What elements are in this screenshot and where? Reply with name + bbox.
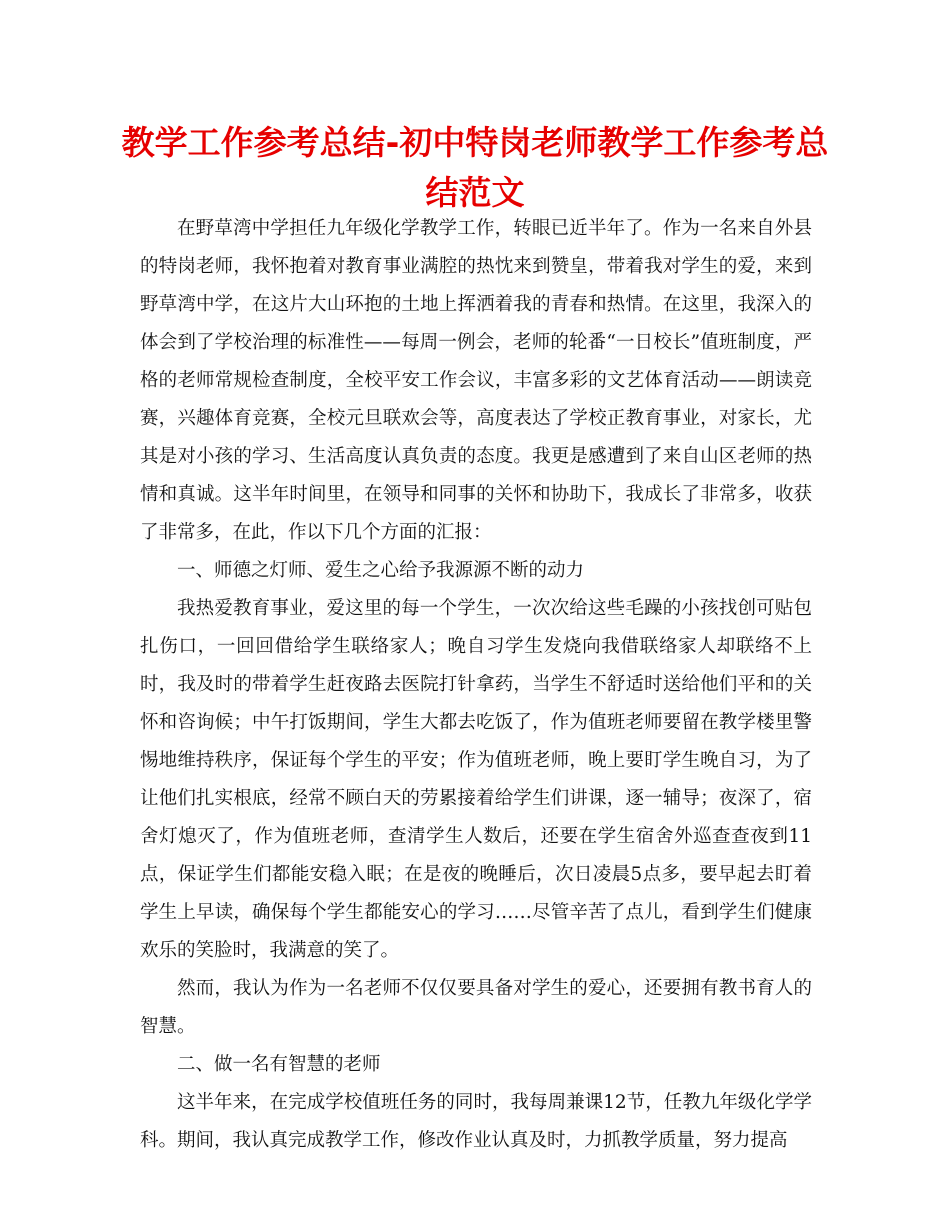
- section-heading-2: 二、做一名有智慧的老师: [177, 1054, 381, 1075]
- paragraph-intro: 在野草湾中学担任九年级化学教学工作，转眼已近半年了。作为一名来自外县的特岗老师，我怀抱着对教育事业满腔的热忱来到赞皇，带着我对学生的爱，来到野草湾中学，在这片大山环抱的土地上挥洒着我的青春和热情。在这里，我深入的体会到了学校治理的标准性——每周一例会，老师的轮番“一日校长”值班制度，严格的老师常规检查制度，全校平安工作会议，丰富多彩的文艺体育活动——朗读竞赛，兴趣体育竞赛，全校元旦联欢会等，高度表达了学校正教育事业，对家长，尤其是对小孩的学习、生活高度认真负责的态度。我更是感遭到了来自山区老师的热情和真诚。这半年时间里，在领导和同事的关怀和协助下，我成长了非常多，收获了非常多，在此，作以下几个方面的汇报：: [140, 218, 812, 543]
- paragraph-transition: 然而，我认为作为一名老师不仅仅要具备对学生的爱心，还要拥有教书育人的智慧。: [140, 978, 812, 1037]
- section-heading-1: 一、师德之灯师、爱生之心给予我源源不断的动力: [177, 560, 585, 581]
- paragraph-section-1: 我热爱教育事业，爱这里的每一个学生，一次次给这些毛躁的小孩找创可贴包扎伤口，一回回借给学生联络家人；晚自习学生发烧向我借联络家人却联络不上时，我及时的带着学生赶夜路去医院打针拿药，当学生不舒适时送给他们平和的关怀和咨询候；中午打饭期间，学生大都去吃饭了，作为值班老师要留在教学楼里警惕地维持秩序，保证每个学生的平安；作为值班老师，晚上要盯学生晚自习，为了让他们扎实根底，经常不顾白天的劳累接着给学生们讲课，逐一辅导；夜深了，宿舍灯熄灭了，作为值班老师，查清学生人数后，还要在学生宿舍外巡查查夜到11点，保证学生们都能安稳入眠；在是夜的晚睡后，次日凌晨5点多，要早起去盯着学生上早读，确保每个学生都能安心的学习……尽管辛苦了点儿，看到学生们健康欢乐的笑脸时，我满意的笑了。: [140, 598, 812, 961]
- document-title: 教学工作参考总结-初中特岗老师教学工作参考总结范文: [121, 123, 829, 212]
- paragraph-section-2: 这半年来，在完成学校值班任务的同时，我每周兼课12节，任教九年级化学学科。期间，我认真完成教学工作，修改作业认真及时，力抓教学质量，努力提高: [140, 1092, 812, 1151]
- document-body: [140, 210, 812, 1160]
